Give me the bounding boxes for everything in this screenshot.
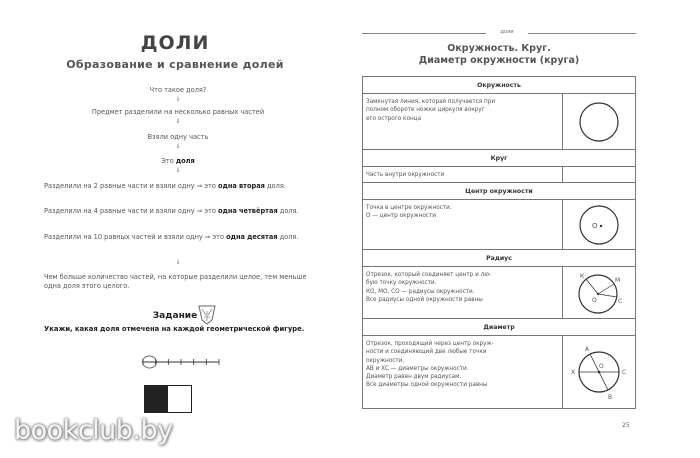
task-text: Укажи, какая доля отмечена на каждой геометрической фигуре. <box>44 325 305 333</box>
definition-text <box>363 267 563 318</box>
watermark: bookclub.by <box>14 415 173 446</box>
definition-text <box>363 200 563 249</box>
figure-cell <box>563 167 635 182</box>
label-b: В <box>608 394 613 401</box>
example-text: доля. <box>264 182 286 190</box>
circle-figure <box>577 100 621 144</box>
definition-line: Все радиусы одной окружности равны <box>366 296 483 303</box>
down-arrow-icon: ⇓ <box>175 259 181 266</box>
page-title: ДОЛИ <box>140 32 210 54</box>
definition-line: окружности. <box>366 357 405 364</box>
definition-line: Часть внутри окружности <box>366 172 445 178</box>
definition-text <box>363 94 563 149</box>
owl-icon <box>196 303 218 325</box>
running-header: доли <box>500 29 514 35</box>
example-bold: четвёртая <box>238 207 278 215</box>
center-figure <box>577 203 621 247</box>
down-arrow-icon: ⇓ <box>175 143 181 150</box>
example-1 <box>44 182 312 191</box>
square-figure <box>144 385 192 413</box>
header-rule-left <box>362 33 486 34</box>
table-row <box>363 200 635 250</box>
definition-line: Все диаметры одной окружности равны <box>366 382 488 389</box>
page-subtitle: Образование и сравнение долей <box>66 58 284 71</box>
definitions-table <box>362 76 636 409</box>
figure-cell <box>563 94 635 149</box>
page-number: 25 <box>622 422 630 429</box>
down-arrow-icon: ⇓ <box>175 118 181 125</box>
figure-cell <box>563 336 635 408</box>
diameter-figure <box>568 342 630 402</box>
example-bold: вторая <box>238 182 265 190</box>
segment-figure <box>140 355 222 369</box>
radius-figure <box>574 269 624 317</box>
header-rule-right <box>528 33 636 34</box>
section-heading: Центр окружности <box>363 183 635 200</box>
definition-line: его острого конца <box>366 115 422 122</box>
definition-line: О — центр окружности <box>366 213 436 220</box>
label-k: К <box>580 272 585 280</box>
down-arrow-icon: ⇓ <box>175 167 181 174</box>
section-heading: Окружность <box>363 77 635 94</box>
label-o: О <box>592 221 598 230</box>
figure-cell <box>563 267 635 318</box>
table-row <box>363 167 635 183</box>
example-text: Разделили на 4 равные части и взяли одну ⇒ это <box>44 207 218 215</box>
example-2 <box>44 207 312 216</box>
definition-line: АВ и ХС — диаметры окружности. <box>366 365 469 372</box>
down-arrow-icon: ⇓ <box>175 96 181 103</box>
right-title-line-2: Диаметр окружности (круга) <box>418 54 580 66</box>
example-bold: одна <box>218 182 237 190</box>
task-title: Задание <box>152 311 198 321</box>
label-c: С <box>622 369 627 376</box>
example-text: Разделили на 2 равные части и взяли одну ⇒ это <box>44 182 218 190</box>
definition-line: ности и соединяющий две любые точки <box>366 349 487 356</box>
example-bold: десятая <box>247 233 278 241</box>
label-x: Х <box>571 369 576 376</box>
label-o: О <box>592 296 597 304</box>
square-filled-part <box>145 386 168 412</box>
example-text: Разделили на 10 равных частей и взяли одну ⇒ это <box>44 233 227 241</box>
label-o: О <box>599 363 604 370</box>
label-a: А <box>585 346 590 353</box>
flow-question: Что такое доля? <box>149 86 207 94</box>
right-title-line-1: Окружность. Круг. <box>447 43 551 54</box>
definition-line: КО, МО, СО — радиусы окружности. <box>366 288 475 295</box>
definition-line: Диаметр равен двум радиусам. <box>366 374 462 381</box>
definition-line: Отрезок, который соединяет центр и лю- <box>366 272 492 278</box>
flow-step-3-term: доля <box>175 157 195 165</box>
section-heading: Радиус <box>363 250 635 267</box>
flow-step-3-prefix: Это <box>161 157 176 165</box>
example-bold: одна <box>218 207 237 215</box>
flow-step-2: Взяли одну часть <box>147 133 209 141</box>
definition-line: Отрезок, проходящий через центр окруж- <box>366 341 494 347</box>
example-bold: одна <box>226 233 245 241</box>
definition-text <box>363 336 563 408</box>
table-row <box>363 336 635 408</box>
conclusion-text: Чем больше количество частей, на которые разделили целое, тем меньше одна доля этого целого. <box>44 273 307 290</box>
example-text: доля. <box>277 233 299 241</box>
center-point <box>600 224 602 226</box>
figure-cell <box>563 200 635 249</box>
square-empty-part <box>168 386 191 412</box>
example-3 <box>44 233 312 242</box>
right-title <box>350 43 648 67</box>
label-m: М <box>615 276 621 284</box>
section-heading: Диаметр <box>363 319 635 336</box>
definition-line: Точка в центре окружности. <box>366 205 452 211</box>
right-page <box>350 0 700 458</box>
definition-line: полном обороте ножки циркуля вокруг <box>366 107 485 114</box>
definition-line: Замкнутая линия, которая получается при <box>366 99 496 105</box>
table-row <box>363 94 635 150</box>
definition-line: бую точку окружности. <box>366 280 437 287</box>
example-text: доля. <box>277 207 299 215</box>
table-row <box>363 267 635 319</box>
label-c: С <box>618 297 623 305</box>
flow-step-1: Предмет разделили на несколько равных частей <box>91 108 265 116</box>
definition-text <box>363 167 563 182</box>
section-heading: Круг <box>363 150 635 167</box>
flow-step-3 <box>44 157 312 165</box>
